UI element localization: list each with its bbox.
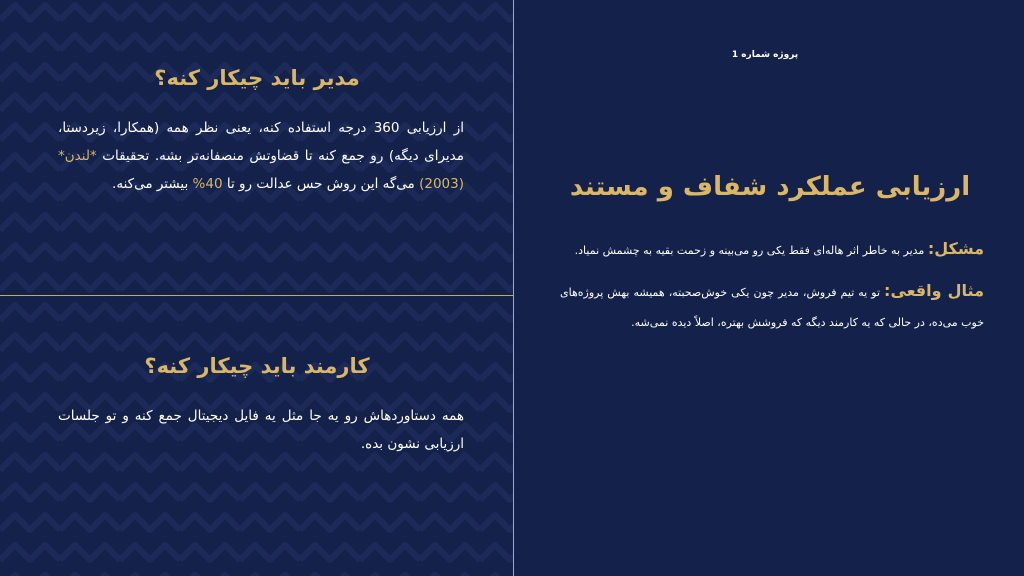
project-label: پروژه شماره 1 bbox=[731, 50, 799, 60]
problem-section bbox=[560, 236, 984, 264]
problem-label: مشکل: bbox=[927, 239, 984, 258]
london-reference: *لندن* (2003) bbox=[58, 148, 464, 192]
employee-question-title: کارمند باید چیکار کنه؟ bbox=[144, 354, 370, 378]
vertical-divider bbox=[513, 0, 514, 576]
page-title: ارزیابی عملکرد شفاف و مستند bbox=[569, 172, 971, 202]
problem-text: مدیر به خاطر اثر هاله‌ای فقط یکی رو می‌بینه و زحمت بقیه به چشمش نمیاد. bbox=[574, 244, 925, 257]
manager-question-title: مدیر باید چیکار کنه؟ bbox=[154, 66, 360, 90]
horizontal-divider bbox=[0, 295, 514, 296]
manager-answer-part1: از ارزیابی 360 درجه استفاده کنه، یعنی نظر همه (همکارا، زیردستا، مدیرای دیگه) رو جمع کنه تا قضاوتش منصفانه‌تر بشه. تحقیقات bbox=[58, 120, 465, 164]
employee-answer-text: همه دستاوردهاش رو یه جا مثل یه فایل دیجیتال جمع کنه و تو جلسات ارزیابی نشون بده. bbox=[58, 408, 464, 452]
manager-answer-part3: بیشتر می‌کنه. bbox=[112, 176, 193, 192]
example-section bbox=[560, 276, 984, 338]
example-text: تو یه تیم فروش، مدیر چون یکی خوش‌صحبته، همیشه بهش پروژه‌های خوب می‌ده، در حالی که یه کارمند دیگه که فروشش بهتره، اصلاً دیده نمی‌شه. bbox=[560, 286, 984, 329]
percent-highlight: 40% bbox=[192, 176, 223, 192]
manager-answer-text bbox=[58, 114, 464, 198]
example-label: مثال واقعی: bbox=[884, 281, 984, 300]
manager-answer-part2: می‌گه این روش حس عدالت رو تا bbox=[222, 176, 420, 192]
